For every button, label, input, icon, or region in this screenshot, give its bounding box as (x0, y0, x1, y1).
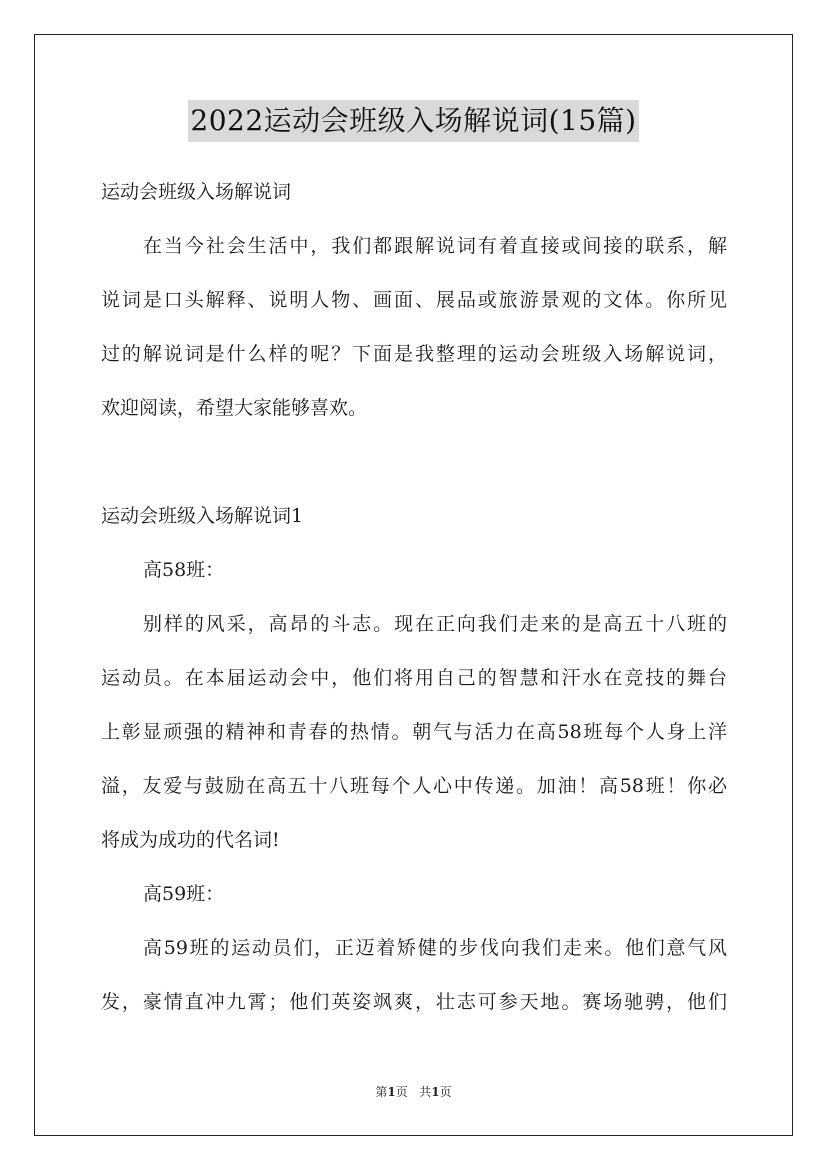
intro-line: 在当今社会生活中，我们都跟解说词有着直接或间接的联系，解 (143, 235, 727, 257)
total-pages: 1 (431, 1085, 440, 1099)
class-58-line: 上彰显顽强的精神和青春的热情。朝气与活力在高58班每个人身上洋 (101, 721, 727, 743)
class-58-line: 运动员。在本届运动会中，他们将用自己的智慧和汗水在竞技的舞台 (101, 667, 727, 689)
class-58-line: 将成为成功的代名词! (101, 829, 280, 851)
document-body (101, 174, 727, 1020)
document-title: 2022运动会班级入场解说词(15篇) (188, 100, 638, 142)
title-container (0, 100, 827, 142)
page-footer (0, 1083, 827, 1101)
page-prefix: 第 (375, 1085, 388, 1099)
total-prefix: 共 (419, 1085, 432, 1099)
class-59-line: 高59班的运动员们，正迈着矫健的步伐向我们走来。他们意气风 (143, 937, 727, 959)
total-suffix: 页 (439, 1085, 452, 1099)
class-58-label: 高58班： (143, 559, 225, 581)
part1-heading: 运动会班级入场解说词1 (101, 505, 304, 527)
section-heading: 运动会班级入场解说词 (101, 181, 292, 203)
intro-line: 过的解说词是什么样的呢？下面是我整理的运动会班级入场解说词， (101, 343, 727, 365)
intro-line: 说词是口头解释、说明人物、画面、展品或旅游景观的文体。你所见 (101, 289, 727, 311)
page-number: 1 (387, 1085, 396, 1099)
class-58-line: 溢，友爱与鼓励在高五十八班每个人心中传递。加油！高58班！你必 (101, 775, 727, 797)
class-59-line: 发，豪情直冲九霄；他们英姿飒爽，壮志可参天地。赛场驰骋，他们 (101, 991, 727, 1013)
page-suffix: 页 (395, 1085, 408, 1099)
class-59-label: 高59班： (143, 883, 225, 905)
intro-line: 欢迎阅读，希望大家能够喜欢。 (101, 397, 368, 419)
class-58-line: 别样的风采，高昂的斗志。现在正向我们走来的是高五十八班的 (143, 613, 727, 635)
